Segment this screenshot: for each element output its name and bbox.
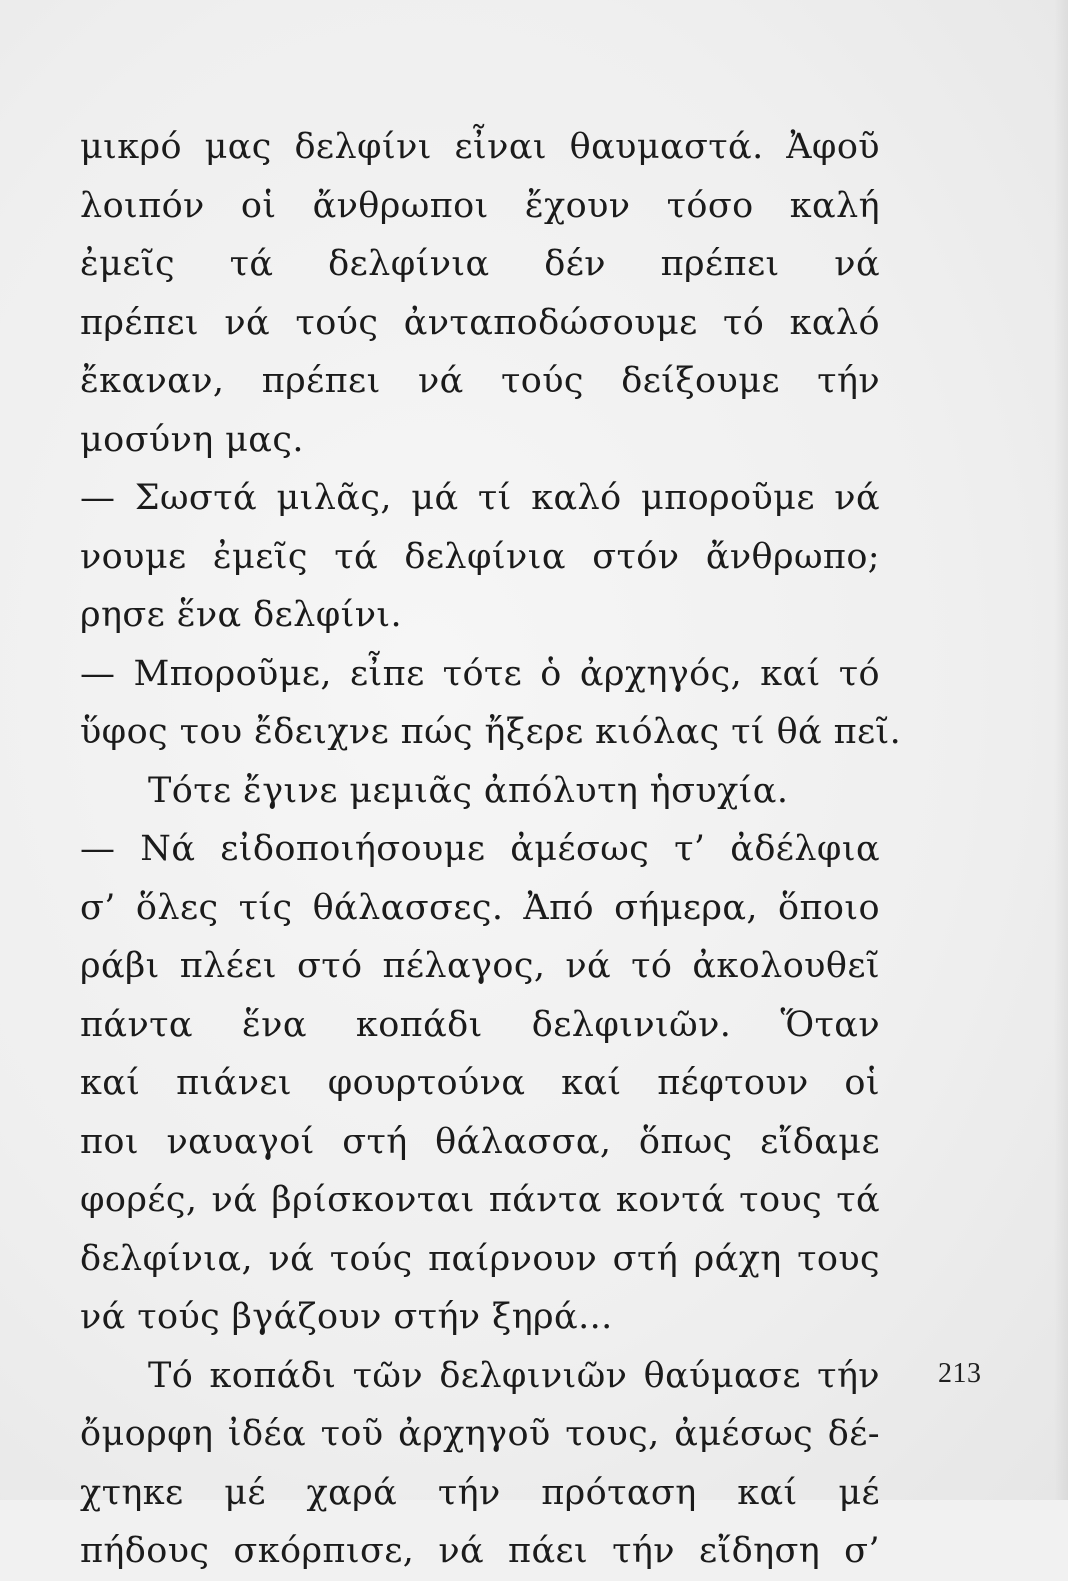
text-line: χτηκε μέ χαρά τήν πρόταση καί μέ xyxy=(80,1472,880,1513)
text-line: μοσύνη μας. xyxy=(80,419,304,460)
text-line: ποι ναυαγοί στή θάλασσα, ὅπως εἴδαμε xyxy=(80,1121,880,1162)
text-line: δελφίνια, νά τούς παίρνουν στή ράχη τους xyxy=(80,1238,880,1279)
text-line: ρησε ἕνα δελφίνι. xyxy=(80,595,403,635)
text-line: — Σωστά μιλᾶς, μά τί καλό μποροῦμε νά xyxy=(80,478,880,518)
text-line: ὄμορφη ἰδέα τοῦ ἀρχηγοῦ τους, ἀμέσως δέ- xyxy=(80,1414,880,1454)
text-line: πάντα ἕνα κοπάδι δελφινιῶν. Ὅταν xyxy=(80,1004,880,1045)
page-number: 213 xyxy=(938,1358,982,1389)
text-line: ὕφος του ἔδειχνε πώς ἤξερε κιόλας τί θά πεῖ. xyxy=(80,712,902,752)
text-line: σ’ ὅλες τίς θάλασσες. Ἀπό σήμερα, ὅποιο xyxy=(80,887,880,928)
text-line: πήδους σκόρπισε, νά πάει τήν εἴδηση σ’ xyxy=(80,1531,880,1571)
text-line: ράβι πλέει στό πέλαγος, νά τό ἀκολουθεῖ xyxy=(80,946,880,986)
text-line: — Μποροῦμε, εἶπε τότε ὁ ἀρχηγός, καί τό xyxy=(80,653,880,694)
text-line: — Νά εἰδοποιήσουμε ἀμέσως τ’ ἀδέλφια xyxy=(80,829,880,869)
text-line: πρέπει νά τούς ἀνταποδώσουμε τό καλό xyxy=(80,302,880,343)
text-line: ἐμεῖς τά δελφίνια δέν πρέπει νά xyxy=(80,244,880,284)
text-line: λοιπόν οἱ ἄνθρωποι ἔχουν τόσο καλή xyxy=(80,185,880,226)
text-line: καί πιάνει φουρτούνα καί πέφτουν οἱ xyxy=(80,1063,880,1103)
body-text xyxy=(80,118,902,1581)
text-line: νουμε ἐμεῖς τά δελφίνια στόν ἄνθρωπο; xyxy=(80,536,880,577)
text-line: ἔκαναν, πρέπει νά τούς δείξουμε τήν xyxy=(80,361,880,401)
text-line: μικρό μας δελφίνι εἶναι θαυμαστά. Ἀφοῦ xyxy=(80,127,880,167)
text-line: Τό κοπάδι τῶν δελφινιῶν θαύμασε τήν xyxy=(148,1355,880,1396)
text-line: Τότε ἔγινε μεμιᾶς ἀπόλυτη ἡσυχία. xyxy=(148,770,789,811)
text-line: φορές, νά βρίσκονται πάντα κοντά τους τά xyxy=(80,1180,880,1220)
text-line: νά τούς βγάζουν στήν ξηρά... xyxy=(80,1297,613,1337)
page-edge-shadow xyxy=(1054,0,1068,1500)
